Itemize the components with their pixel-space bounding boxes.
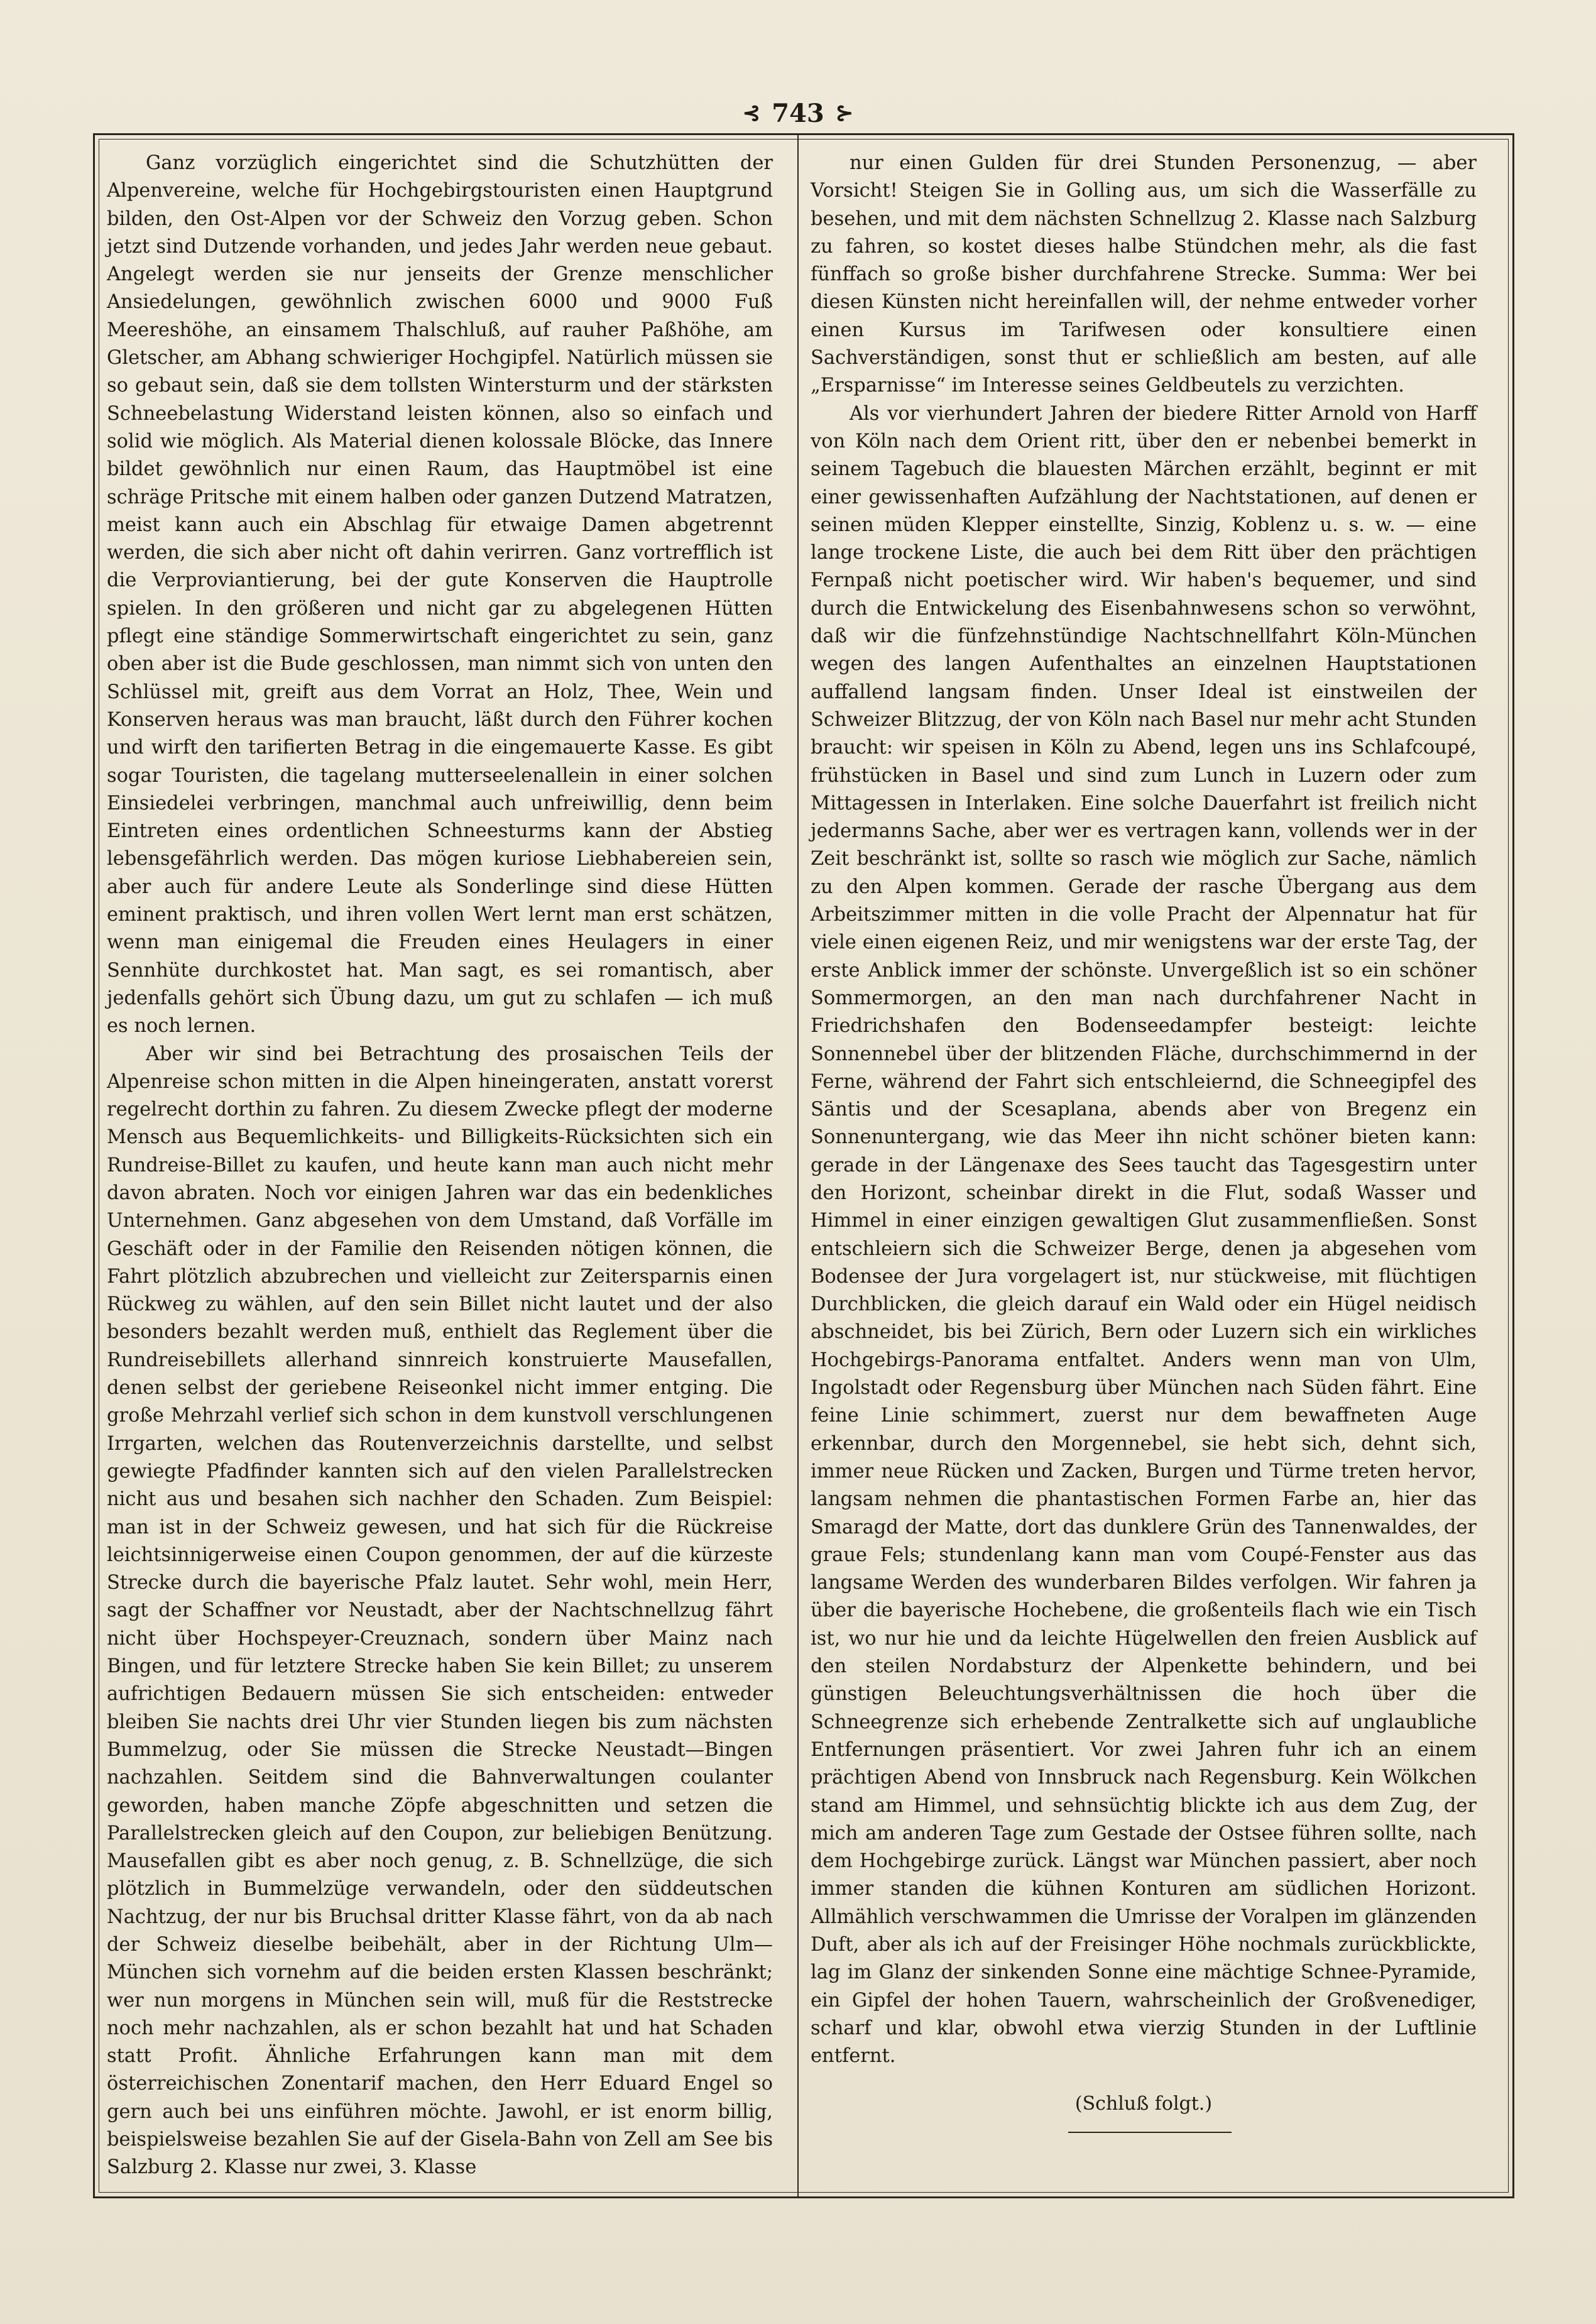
page-number: 743 bbox=[772, 98, 824, 128]
ornament-left-icon: ⊰ bbox=[742, 101, 761, 126]
left-column bbox=[107, 150, 773, 2182]
column-divider bbox=[797, 133, 799, 2198]
left-paragraph-1: Ganz vorzüglich eingerichtet sind die Schutzhütten der Alpenvereine, welche für Hochgebirgstouristen einen Hauptgrund bilden, den Ost-Alpen vor der Schweiz den Vorzug geben. Schon jetzt sind Dutzende vorhanden, und jedes Jahr werden neue gebaut. Angelegt werden sie nur jenseits der Grenze menschlicher Ansiedelungen, gewöhnlich zwischen 6000 und 9000 Fuß Meereshöhe, an einsamem Thalschluß, auf rauher Paßhöhe, am Gletscher, am Abhang schwieriger Hochgipfel. Natürlich müssen sie so gebaut sein, daß sie dem tollsten Wintersturm und der stärksten Schneebelastung Widerstand leisten können, also so einfach und solid wie möglich. Als Material dienen kolossale Blöcke, das Innere bildet gewöhnlich nur einen Raum, das Hauptmöbel ist eine schräge Pritsche mit einem halben oder ganzen Dutzend Matratzen, meist kann auch ein Abschlag für etwaige Damen abgetrennt werden, die sich aber nicht oft dahin verirren. Ganz vortrefflich ist die Verproviantierung, bei der gute Konserven die Hauptrolle spielen. In den größeren und nicht gar zu abgelegenen Hütten pflegt eine ständige Sommerwirtschaft eingerichtet zu sein, ganz oben aber ist die Bude geschlossen, man nimmt sich von unten den Schlüssel mit, greift aus dem Vorrat an Holz, Thee, Wein und Konserven heraus was man braucht, läßt durch den Führer kochen und wirft den tarifierten Betrag in die eingemauerte Kasse. Es gibt sogar Touristen, die tagelang mutterseelenallein in einer solchen Einsiedelei verbringen, manchmal auch unfreiwillig, denn beim Eintreten eines ordentlichen Schneesturms kann der Abstieg lebensgefährlich werden. Das mögen kuriose Liebhabereien sein, aber auch für andere Leute als Sonderlinge sind diese Hütten eminent praktisch, und ihren vollen Wert lernt man erst schätzen, wenn man einigemal die Freuden eines Heulagers in einer Sennhüte durchkostet hat. Man sagt, es sei romantisch, aber jedenfalls gehört sich Übung dazu, um gut zu schlafen — ich muß es noch lernen. bbox=[107, 152, 773, 1038]
page-header bbox=[679, 96, 917, 131]
ornament-right-icon: ⊱ bbox=[835, 101, 854, 126]
closing-rule bbox=[1068, 2132, 1232, 2133]
closing-note: (Schluß folgt.) bbox=[1074, 2093, 1213, 2115]
right-paragraph-2: Als vor vierhundert Jahren der biedere Ritter Arnold von Harff von Köln nach dem Orient ritt, über den er nebenbei bemerkt in seinem Tagebuch die blauesten Märchen erzählt, beginnt er mit einer gewissenhaften Aufzählung der Nachtstationen, auf denen er seinen müden Klepper einstellte, Sinzig, Koblenz u. s. w. — eine lange trockene Liste, die auch bei dem Ritt über den prächtigen Fernpaß nicht poetischer wird. Wir haben's bequemer, und sind durch die Entwickelung des Eisenbahnwesens schon so verwöhnt, daß wir die fünfzehnstündige Nachtschnellfahrt Köln-München wegen des langen Aufenthaltes an einzelnen Hauptstationen auffallend langsam finden. Unser Ideal ist einstweilen der Schweizer Blitzzug, der von Köln nach Basel nur mehr acht Stunden braucht: wir speisen in Köln zu Abend, legen uns ins Schlafcoupé, frühstücken in Basel und sind zum Lunch in Luzern oder zum Mittagessen in Interlaken. Eine solche Dauerfahrt ist freilich nicht jedermanns Sache, aber wer es vertragen kann, vollends wer in der Zeit beschränkt ist, sollte so rasch wie möglich zur Sache, nämlich zu den Alpen kommen. Gerade der rasche Übergang aus dem Arbeitszimmer mitten in die volle Pracht der Alpennatur hat für viele einen eigenen Reiz, und mir wenigstens war der erste Tag, der erste Anblick immer der schönste. Unvergeßlich ist so ein schöner Sommermorgen, an den man nach durchfahrener Nacht in Friedrichshafen den Bodenseedampfer besteigt: leichte Sonnennebel über der blitzenden Fläche, durchschimmernd in der Ferne, während der Fahrt sich entschleiernd, die Schneegipfel des Säntis und der Scesaplana, abends aber von Bregenz ein Sonnenuntergang, wie das Meer ihn nicht schöner bieten kann: gerade in der Längenaxe des Sees taucht das Tagesgestirn unter den Horizont, scheinbar direkt in die Flut, sodaß Wasser und Himmel in einer einzigen gewaltigen Glut zusammenfließen. Sonst entschleiern sich die Schweizer Berge, denen ja abgesehen vom Bodensee der Jura vorgelagert ist, nur stückweise, mit flüchtigen Durchblicken, die gleich darauf ein Wald oder ein Hügel neidisch abschneidet, bis bei Zürich, Bern oder Luzern sich ein wirkliches Hochgebirgs-Panorama entfaltet. Anders wenn man von Ulm, Ingolstadt oder Regensburg über München nach Süden fährt. Eine feine Linie schimmert, zuerst nur dem bewaffneten Auge erkennbar, durch den Morgennebel, sie hebt sich, dehnt sich, immer neue Rücken und Zacken, Burgen und Türme treten hervor, langsam nehmen die phantastischen Formen Farbe an, hier das Smaragd der Matte, dort das dunklere Grün des Tannenwaldes, der graue Fels; stundenlang kann man vom Coupé-Fenster aus das langsame Werden des wunderbaren Bildes verfolgen. Wir fahren ja über die bayerische Hochebene, die großenteils flach wie ein Tisch ist, wo nur hie und da leichte Hügelwellen den freien Ausblick auf den steilen Nordabsturz der Alpenkette behindern, und bei günstigen Beleuchtungsverhältnissen die hoch über die Schneegrenze sich erhebende Zentralkette sich auf unglaubliche Entfernungen präsentiert. Vor zwei Jahren fuhr ich an einem prächtigen Abend von Innsbruck nach Regensburg. Kein Wölkchen stand am Himmel, und sehnsüchtig blickte ich aus dem Zug, der mich am anderen Tage zum Gestade der Ostsee führen sollte, nach dem Hochgebirge zurück. Längst war München passiert, aber noch immer standen die kühnen Konturen am südlichen Horizont. Allmählich verschwammen die Umrisse der Voralpen im glänzenden Duft, aber als ich auf der Freisinger Höhe nochmals zurückblickte, lag im Glanz der sinkenden Sonne eine mächtige Schnee-Pyramide, ein Gipfel der hohen Tauern, wahrscheinlich der Großvenediger, scharf und klar, obwohl etwa vierzig Stunden in der Luftlinie entfernt. bbox=[811, 402, 1477, 2068]
right-paragraph-1: nur einen Gulden für drei Stunden Personenzug, — aber Vorsicht! Steigen Sie in Golling aus, um sich die Wasserfälle zu besehen, und mit dem nächsten Schnellzug 2. Klasse nach Salzburg zu fahren, so kostet dieses halbe Stündchen mehr, als die fast fünffach so große bisher durchfahrene Strecke. Summa: Wer bei diesen Künsten nicht hereinfallen will, der nehme entweder vorher einen Kursus im Tarifwesen oder konsultiere einen Sachverständigen, sonst thut er schließlich am besten, auf alle „Ersparnisse“ im Interesse seines Geldbeutels zu verzichten. bbox=[811, 152, 1477, 397]
right-column bbox=[811, 150, 1477, 2070]
left-paragraph-2: Aber wir sind bei Betrachtung des prosaischen Teils der Alpenreise schon mitten in die Alpen hineingeraten, anstatt vorerst regelrecht dorthin zu fahren. Zu diesem Zwecke pflegt der moderne Mensch aus Bequemlichkeits- und Billigkeits-Rücksichten sich ein Rundreise-Billet zu kaufen, und heute kann man auch nicht mehr davon abraten. Noch vor einigen Jahren war das ein bedenkliches Unternehmen. Ganz abgesehen von dem Umstand, daß Vorfälle im Geschäft oder in der Familie den Reisenden nötigen können, die Fahrt plötzlich abzubrechen und vielleicht zur Zeitersparnis einen Rückweg zu wählen, auf den sein Billet nicht lautet und der also besonders bezahlt werden muß, enthielt das Reglement über die Rundreisebillets allerhand sinnreich konstruierte Mausefallen, denen selbst der geriebene Reiseonkel nicht immer entging. Die große Mehrzahl verlief sich schon in dem kunstvoll verschlungenen Irrgarten, welchen das Routenverzeichnis darstellte, und selbst gewiegte Pfadfinder kannten sich auf den vielen Parallelstrecken nicht aus und besahen sich nachher den Schaden. Zum Beispiel: man ist in der Schweiz gewesen, und hat sich für die Rückreise leichtsinnigerweise einen Coupon genommen, der auf die kürzeste Strecke durch die bayerische Pfalz lautet. Sehr wohl, mein Herr, sagt der Schaffner vor Neustadt, aber der Nachtschnellzug fährt nicht über Hochspeyer-Creuznach, sondern über Mainz nach Bingen, und für letztere Strecke haben Sie kein Billet; zu unserem aufrichtigen Bedauern müssen Sie sich entscheiden: entweder bleiben Sie nachts drei Uhr vier Stunden liegen bis zum nächsten Bummelzug, oder Sie müssen die Strecke Neustadt—Bingen nachzahlen. Seitdem sind die Bahnverwaltungen coulanter geworden, haben manche Zöpfe abgeschnitten und setzen die Parallelstrecken gleich auf den Coupon, zur beliebigen Benützung. Mausefallen gibt es aber noch genug, z. B. Schnellzüge, die sich plötzlich in Bummelzüge verwandeln, oder den süddeutschen Nachtzug, der nur bis Bruchsal dritter Klasse fährt, von da ab nach der Schweiz dieselbe beibehält, aber in der Richtung Ulm—München sich vornehm auf die beiden ersten Klassen beschränkt; wer nun morgens in München sein will, muß für die Reststrecke noch mehr nachzahlen, als er schon bezahlt hat und hat Schaden statt Profit. Ähnliche Erfahrungen kann man mit dem österreichischen Zonentarif machen, den Herr Eduard Engel so gern auch bei uns einführen möchte. Jawohl, er ist enorm billig, beispielsweise bezahlen Sie auf der Gisela-Bahn von Zell am See bis Salzburg 2. Klasse nur zwei, 3. Klasse bbox=[107, 1043, 773, 2179]
